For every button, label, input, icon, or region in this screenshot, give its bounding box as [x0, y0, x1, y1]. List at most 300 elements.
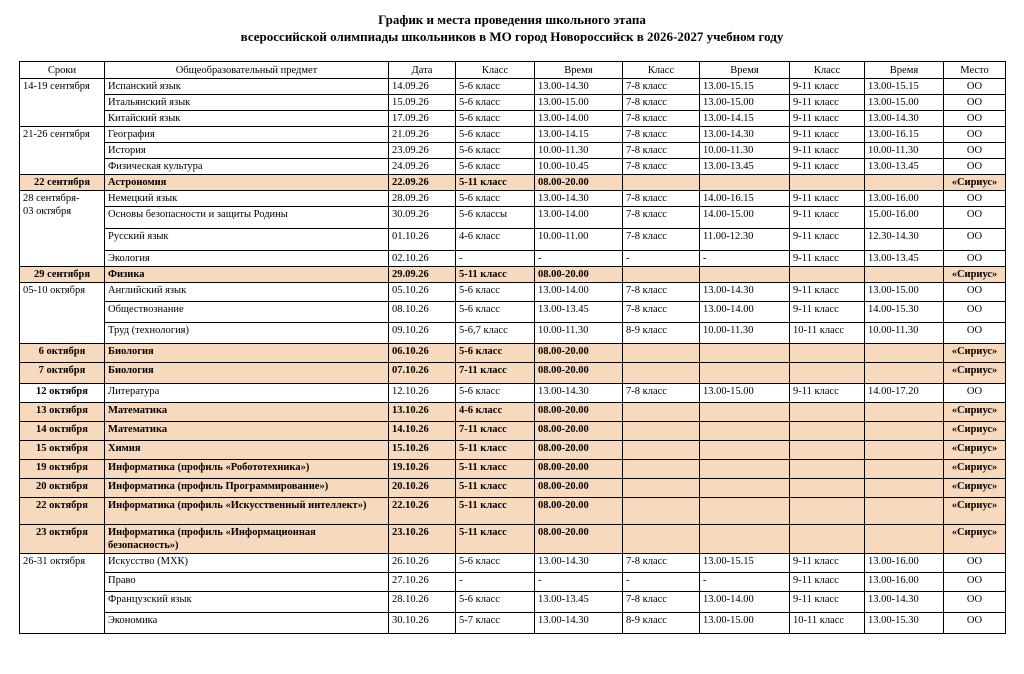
subject-cell: Информатика (профиль «Искусственный интеллект»): [105, 498, 389, 525]
time-3-cell: [865, 344, 944, 363]
time-2-cell: 13.00-14.00: [700, 302, 790, 323]
class-2-cell: 7-8 класс: [623, 592, 700, 613]
class-2-cell: -: [623, 251, 700, 267]
subject-cell: Итальянский язык: [105, 95, 389, 111]
schedule-table: [19, 61, 1006, 634]
period-cell: 22 октября: [20, 498, 105, 525]
time-1-cell: 13.00-14.30: [535, 613, 623, 634]
time-3-cell: 13.00-14.30: [865, 111, 944, 127]
class-1-cell: 5-6 класс: [456, 143, 535, 159]
period-cell: 13 октября: [20, 403, 105, 422]
class-3-cell: 9-11 класс: [790, 95, 865, 111]
table-row: [20, 302, 1006, 323]
time-3-cell: 13.00-16.00: [865, 573, 944, 592]
table-row: [20, 111, 1006, 127]
class-1-cell: 5-11 класс: [456, 525, 535, 554]
place-cell: ОО: [944, 79, 1006, 95]
header-time-2: Время: [700, 62, 790, 79]
class-3-cell: 9-11 класс: [790, 283, 865, 302]
table-row: [20, 554, 1006, 573]
class-2-cell: [623, 344, 700, 363]
table-row: [20, 267, 1006, 283]
class-1-cell: 5-11 класс: [456, 441, 535, 460]
table-row: [20, 95, 1006, 111]
subject-cell: Французский язык: [105, 592, 389, 613]
class-2-cell: [623, 175, 700, 191]
class-3-cell: 9-11 класс: [790, 554, 865, 573]
time-2-cell: -: [700, 251, 790, 267]
document-title: График и места проведения школьного этапа: [378, 12, 646, 27]
time-2-cell: [700, 441, 790, 460]
table-row: [20, 363, 1006, 384]
class-2-cell: 8-9 класс: [623, 613, 700, 634]
class-2-cell: [623, 403, 700, 422]
date-cell: 15.09.26: [389, 95, 456, 111]
class-3-cell: 9-11 класс: [790, 251, 865, 267]
time-3-cell: 13.00-14.30: [865, 592, 944, 613]
class-3-cell: 10-11 класс: [790, 323, 865, 344]
place-cell: «Сириус»: [944, 175, 1006, 191]
class-2-cell: 7-8 класс: [623, 143, 700, 159]
class-2-cell: 7-8 класс: [623, 79, 700, 95]
table-row: [20, 283, 1006, 302]
date-cell: 30.10.26: [389, 613, 456, 634]
time-3-cell: 10.00-11.30: [865, 143, 944, 159]
class-3-cell: 9-11 класс: [790, 573, 865, 592]
time-3-cell: 14.00-17.20: [865, 384, 944, 403]
date-cell: 20.10.26: [389, 479, 456, 498]
date-cell: 29.09.26: [389, 267, 456, 283]
period-cell: 28 сентября- 03 октября: [20, 191, 105, 267]
class-2-cell: [623, 363, 700, 384]
date-cell: 14.10.26: [389, 422, 456, 441]
class-3-cell: 9-11 класс: [790, 229, 865, 251]
place-cell: «Сириус»: [944, 403, 1006, 422]
place-cell: «Сириус»: [944, 498, 1006, 525]
table-row: [20, 207, 1006, 229]
period-cell: 26-31 октября: [20, 554, 105, 634]
table-header-row: [20, 62, 1006, 79]
class-3-cell: 10-11 класс: [790, 613, 865, 634]
class-3-cell: 9-11 класс: [790, 159, 865, 175]
place-cell: «Сириус»: [944, 363, 1006, 384]
time-2-cell: [700, 422, 790, 441]
time-1-cell: 08.00-20.00: [535, 175, 623, 191]
class-1-cell: 5-6 классы: [456, 207, 535, 229]
date-cell: 09.10.26: [389, 323, 456, 344]
subject-cell: Экономика: [105, 613, 389, 634]
class-2-cell: [623, 479, 700, 498]
time-2-cell: 13.00-15.15: [700, 554, 790, 573]
place-cell: ОО: [944, 573, 1006, 592]
class-1-cell: 5-11 класс: [456, 175, 535, 191]
class-2-cell: 7-8 класс: [623, 302, 700, 323]
date-cell: 12.10.26: [389, 384, 456, 403]
class-2-cell: 7-8 класс: [623, 111, 700, 127]
header-class-1: Класс: [456, 62, 535, 79]
time-2-cell: 11.00-12.30: [700, 229, 790, 251]
class-1-cell: 5-11 класс: [456, 460, 535, 479]
time-1-cell: 10.00-11.00: [535, 229, 623, 251]
time-2-cell: [700, 525, 790, 554]
class-2-cell: 7-8 класс: [623, 283, 700, 302]
time-2-cell: 10.00-11.30: [700, 143, 790, 159]
place-cell: ОО: [944, 613, 1006, 634]
class-2-cell: 7-8 класс: [623, 159, 700, 175]
class-2-cell: [623, 525, 700, 554]
class-3-cell: 9-11 класс: [790, 143, 865, 159]
time-3-cell: [865, 498, 944, 525]
place-cell: ОО: [944, 207, 1006, 229]
class-3-cell: 9-11 класс: [790, 79, 865, 95]
date-cell: 02.10.26: [389, 251, 456, 267]
date-cell: 30.09.26: [389, 207, 456, 229]
header-time-1: Время: [535, 62, 623, 79]
table-body: [20, 79, 1006, 634]
time-3-cell: 13.00-13.45: [865, 159, 944, 175]
class-3-cell: [790, 479, 865, 498]
time-2-cell: 13.00-13.45: [700, 159, 790, 175]
class-3-cell: [790, 363, 865, 384]
class-2-cell: [623, 460, 700, 479]
period-cell: 21-26 сентября: [20, 127, 105, 175]
class-3-cell: [790, 498, 865, 525]
time-3-cell: 13.00-16.00: [865, 191, 944, 207]
period-cell: 20 октября: [20, 479, 105, 498]
class-1-cell: 5-6 класс: [456, 283, 535, 302]
class-3-cell: [790, 525, 865, 554]
table-row: [20, 460, 1006, 479]
time-1-cell: 10.00-11.30: [535, 323, 623, 344]
subject-cell: Обществознание: [105, 302, 389, 323]
header-date: Дата: [389, 62, 456, 79]
subject-cell: Английский язык: [105, 283, 389, 302]
period-cell: 6 октября: [20, 344, 105, 363]
class-2-cell: 8-9 класс: [623, 323, 700, 344]
time-1-cell: 13.00-14.00: [535, 111, 623, 127]
time-3-cell: [865, 175, 944, 191]
table-row: [20, 323, 1006, 344]
date-cell: 01.10.26: [389, 229, 456, 251]
time-1-cell: 13.00-14.30: [535, 554, 623, 573]
class-1-cell: 5-7 класс: [456, 613, 535, 634]
table-row: [20, 127, 1006, 143]
class-1-cell: 7-11 класс: [456, 422, 535, 441]
time-2-cell: [700, 460, 790, 479]
time-1-cell: 08.00-20.00: [535, 460, 623, 479]
time-1-cell: 08.00-20.00: [535, 441, 623, 460]
class-1-cell: 5-6 класс: [456, 344, 535, 363]
class-2-cell: [623, 441, 700, 460]
time-3-cell: 13.00-15.00: [865, 95, 944, 111]
time-1-cell: 13.00-13.45: [535, 302, 623, 323]
table-row: [20, 191, 1006, 207]
time-1-cell: 08.00-20.00: [535, 267, 623, 283]
class-1-cell: 5-6 класс: [456, 592, 535, 613]
time-2-cell: 13.00-15.00: [700, 613, 790, 634]
class-3-cell: 9-11 класс: [790, 384, 865, 403]
subject-cell: Математика: [105, 403, 389, 422]
period-cell: 19 октября: [20, 460, 105, 479]
class-1-cell: 5-6 класс: [456, 384, 535, 403]
time-3-cell: 10.00-11.30: [865, 323, 944, 344]
table-row: [20, 422, 1006, 441]
class-1-cell: 5-11 класс: [456, 267, 535, 283]
class-1-cell: 5-6 класс: [456, 302, 535, 323]
class-2-cell: 7-8 класс: [623, 229, 700, 251]
date-cell: 19.10.26: [389, 460, 456, 479]
class-2-cell: [623, 498, 700, 525]
time-2-cell: 13.00-14.30: [700, 283, 790, 302]
place-cell: ОО: [944, 143, 1006, 159]
period-cell: 14 октября: [20, 422, 105, 441]
subject-cell: Китайский язык: [105, 111, 389, 127]
subject-cell: Биология: [105, 363, 389, 384]
document-subtitle: всероссийской олимпиады школьников в МО город Новороссийск в 2026-2027 учебном году: [240, 29, 784, 44]
period-cell: 29 сентября: [20, 267, 105, 283]
table-row: [20, 403, 1006, 422]
time-2-cell: [700, 363, 790, 384]
time-2-cell: 13.00-14.00: [700, 592, 790, 613]
table-row: [20, 175, 1006, 191]
date-cell: 23.10.26: [389, 525, 456, 554]
time-1-cell: 13.00-13.45: [535, 592, 623, 613]
place-cell: ОО: [944, 302, 1006, 323]
table-row: [20, 592, 1006, 613]
time-3-cell: 13.00-15.00: [865, 283, 944, 302]
class-1-cell: 5-11 класс: [456, 479, 535, 498]
place-cell: «Сириус»: [944, 344, 1006, 363]
period-cell: 12 октября: [20, 384, 105, 403]
time-1-cell: 08.00-20.00: [535, 363, 623, 384]
class-1-cell: 5-6,7 класс: [456, 323, 535, 344]
place-cell: «Сириус»: [944, 460, 1006, 479]
period-cell: 7 октября: [20, 363, 105, 384]
time-2-cell: [700, 479, 790, 498]
class-1-cell: -: [456, 251, 535, 267]
class-1-cell: 5-6 класс: [456, 191, 535, 207]
class-3-cell: [790, 422, 865, 441]
place-cell: ОО: [944, 251, 1006, 267]
table-row: [20, 479, 1006, 498]
subject-cell: Немецкий язык: [105, 191, 389, 207]
class-3-cell: 9-11 класс: [790, 207, 865, 229]
class-1-cell: 7-11 класс: [456, 363, 535, 384]
subject-cell: История: [105, 143, 389, 159]
table-row: [20, 251, 1006, 267]
time-2-cell: 13.00-14.30: [700, 127, 790, 143]
subject-cell: Биология: [105, 344, 389, 363]
place-cell: ОО: [944, 384, 1006, 403]
place-cell: «Сириус»: [944, 422, 1006, 441]
date-cell: 14.09.26: [389, 79, 456, 95]
class-1-cell: 5-6 класс: [456, 111, 535, 127]
date-cell: 21.09.26: [389, 127, 456, 143]
subject-cell: Искусство (МХК): [105, 554, 389, 573]
table-row: [20, 229, 1006, 251]
time-3-cell: 13.00-13.45: [865, 251, 944, 267]
subject-cell: Экология: [105, 251, 389, 267]
place-cell: ОО: [944, 127, 1006, 143]
date-cell: 13.10.26: [389, 403, 456, 422]
subject-cell: Труд (технология): [105, 323, 389, 344]
place-cell: ОО: [944, 191, 1006, 207]
time-2-cell: 10.00-11.30: [700, 323, 790, 344]
time-1-cell: 08.00-20.00: [535, 403, 623, 422]
time-3-cell: 13.00-15.30: [865, 613, 944, 634]
table-row: [20, 613, 1006, 634]
period-cell: 23 октября: [20, 525, 105, 554]
date-cell: 06.10.26: [389, 344, 456, 363]
time-3-cell: [865, 267, 944, 283]
time-2-cell: 13.00-15.00: [700, 384, 790, 403]
time-3-cell: 15.00-16.00: [865, 207, 944, 229]
subject-cell: Испанский язык: [105, 79, 389, 95]
class-1-cell: -: [456, 573, 535, 592]
time-1-cell: 13.00-14.15: [535, 127, 623, 143]
place-cell: ОО: [944, 229, 1006, 251]
period-cell: 05-10 октября: [20, 283, 105, 344]
date-cell: 24.09.26: [389, 159, 456, 175]
class-3-cell: [790, 344, 865, 363]
date-cell: 17.09.26: [389, 111, 456, 127]
date-cell: 22.09.26: [389, 175, 456, 191]
time-1-cell: 08.00-20.00: [535, 422, 623, 441]
header-time-3: Время: [865, 62, 944, 79]
place-cell: ОО: [944, 95, 1006, 111]
subject-cell: Русский язык: [105, 229, 389, 251]
time-2-cell: 13.00-15.15: [700, 79, 790, 95]
time-3-cell: [865, 363, 944, 384]
time-2-cell: [700, 267, 790, 283]
place-cell: «Сириус»: [944, 525, 1006, 554]
place-cell: ОО: [944, 111, 1006, 127]
class-3-cell: [790, 175, 865, 191]
table-row: [20, 344, 1006, 363]
period-cell: 14-19 сентября: [20, 79, 105, 127]
class-3-cell: 9-11 класс: [790, 127, 865, 143]
date-cell: 08.10.26: [389, 302, 456, 323]
time-3-cell: [865, 525, 944, 554]
time-1-cell: 08.00-20.00: [535, 479, 623, 498]
time-1-cell: 13.00-15.00: [535, 95, 623, 111]
period-cell: 15 октября: [20, 441, 105, 460]
subject-cell: Право: [105, 573, 389, 592]
subject-cell: Информатика (профиль «Робототехника»): [105, 460, 389, 479]
date-cell: 22.10.26: [389, 498, 456, 525]
subject-cell: Астрономия: [105, 175, 389, 191]
table-row: [20, 159, 1006, 175]
class-3-cell: [790, 267, 865, 283]
class-2-cell: [623, 267, 700, 283]
class-1-cell: 4-6 класс: [456, 403, 535, 422]
subject-cell: Физика: [105, 267, 389, 283]
subject-cell: Химия: [105, 441, 389, 460]
class-2-cell: 7-8 класс: [623, 127, 700, 143]
time-2-cell: [700, 498, 790, 525]
class-3-cell: 9-11 класс: [790, 302, 865, 323]
time-3-cell: [865, 403, 944, 422]
time-2-cell: 14.00-15.00: [700, 207, 790, 229]
date-cell: 23.09.26: [389, 143, 456, 159]
time-1-cell: 10.00-11.30: [535, 143, 623, 159]
class-2-cell: 7-8 класс: [623, 554, 700, 573]
time-3-cell: [865, 441, 944, 460]
place-cell: ОО: [944, 159, 1006, 175]
time-1-cell: 13.00-14.30: [535, 79, 623, 95]
class-1-cell: 5-6 класс: [456, 79, 535, 95]
header-class-2: Класс: [623, 62, 700, 79]
place-cell: ОО: [944, 592, 1006, 613]
place-cell: ОО: [944, 554, 1006, 573]
time-3-cell: 12.30-14.30: [865, 229, 944, 251]
time-1-cell: 08.00-20.00: [535, 344, 623, 363]
date-cell: 15.10.26: [389, 441, 456, 460]
time-1-cell: 08.00-20.00: [535, 498, 623, 525]
class-3-cell: 9-11 класс: [790, 191, 865, 207]
time-2-cell: [700, 403, 790, 422]
time-1-cell: 10.00-10.45: [535, 159, 623, 175]
class-1-cell: 4-6 класс: [456, 229, 535, 251]
class-2-cell: 7-8 класс: [623, 384, 700, 403]
time-3-cell: [865, 479, 944, 498]
class-3-cell: 9-11 класс: [790, 592, 865, 613]
class-2-cell: 7-8 класс: [623, 207, 700, 229]
table-row: [20, 384, 1006, 403]
table-row: [20, 525, 1006, 554]
table-row: [20, 498, 1006, 525]
time-2-cell: 14.00-16.15: [700, 191, 790, 207]
date-cell: 26.10.26: [389, 554, 456, 573]
time-3-cell: 13.00-16.15: [865, 127, 944, 143]
time-2-cell: [700, 344, 790, 363]
class-2-cell: -: [623, 573, 700, 592]
period-cell: 22 сентября: [20, 175, 105, 191]
time-1-cell: -: [535, 251, 623, 267]
class-2-cell: 7-8 класс: [623, 191, 700, 207]
time-3-cell: 14.00-15.30: [865, 302, 944, 323]
class-3-cell: [790, 403, 865, 422]
header-class-3: Класс: [790, 62, 865, 79]
time-1-cell: 13.00-14.00: [535, 207, 623, 229]
class-2-cell: 7-8 класс: [623, 95, 700, 111]
time-2-cell: -: [700, 573, 790, 592]
date-cell: 05.10.26: [389, 283, 456, 302]
time-1-cell: -: [535, 573, 623, 592]
table-row: [20, 441, 1006, 460]
place-cell: ОО: [944, 283, 1006, 302]
header-place: Место: [944, 62, 1006, 79]
time-3-cell: 13.00-16.00: [865, 554, 944, 573]
date-cell: 27.10.26: [389, 573, 456, 592]
subject-cell: Основы безопасности и защиты Родины: [105, 207, 389, 229]
subject-cell: Информатика (профиль «Информационная безопасность»): [105, 525, 389, 554]
place-cell: «Сириус»: [944, 267, 1006, 283]
subject-cell: Литература: [105, 384, 389, 403]
place-cell: «Сириус»: [944, 479, 1006, 498]
header-subject: Общеобразовательный предмет: [105, 62, 389, 79]
class-1-cell: 5-6 класс: [456, 554, 535, 573]
date-cell: 28.09.26: [389, 191, 456, 207]
table-row: [20, 79, 1006, 95]
class-1-cell: 5-6 класс: [456, 95, 535, 111]
time-1-cell: 13.00-14.30: [535, 191, 623, 207]
time-1-cell: 13.00-14.30: [535, 384, 623, 403]
time-3-cell: 13.00-15.15: [865, 79, 944, 95]
time-3-cell: [865, 422, 944, 441]
subject-cell: География: [105, 127, 389, 143]
time-3-cell: [865, 460, 944, 479]
